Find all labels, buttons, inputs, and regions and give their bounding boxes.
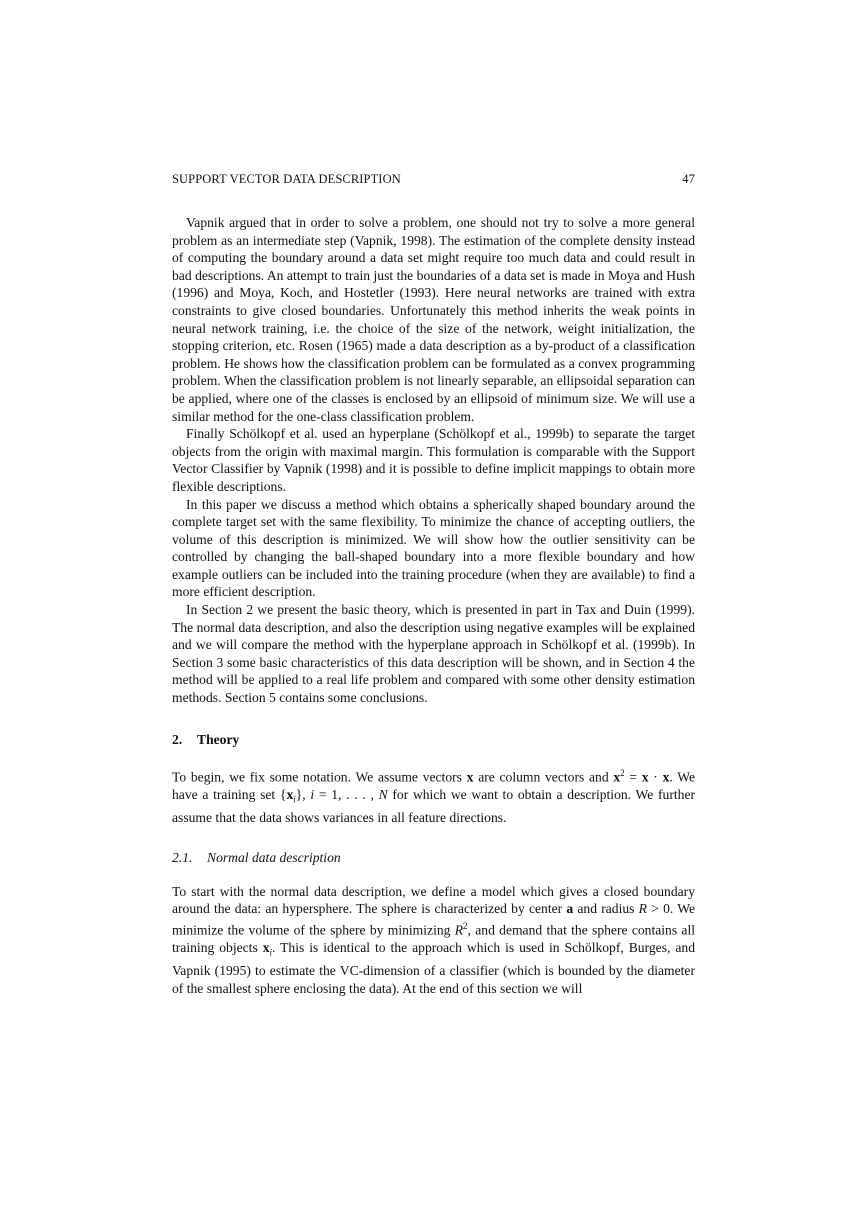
text-run: To begin, we fix some notation. We assume vectors	[172, 769, 467, 785]
superscript: 2	[620, 767, 625, 778]
section-number: 2.	[172, 731, 183, 747]
variable-r: R	[454, 922, 464, 938]
page-number: 47	[682, 172, 695, 186]
text-run: and radius	[573, 901, 639, 917]
text-run: To start with the normal data description, we define a model which gives a closed boundary around the data: an hypersphere. The sphere is characterized by center	[172, 883, 695, 917]
vector-x: x	[641, 769, 649, 785]
paragraph-this-paper: In this paper we discuss a method which obtains a spherically shaped boundary around the complete target set with the same flexibility. To minimize the chance of accepting outliers, the volume of this description is minimized. We will show how the outlier sensitivity can be controlled by changing the ball-shaped boundary into a more flexible boundary and how example outliers can be included into the training procedure (when they are available) to find a more efficient description.	[172, 496, 695, 600]
vector-x: x	[262, 939, 270, 955]
text-run: , and demand that the sphere contains all training objects	[172, 922, 695, 955]
text-run: . We have a training set {	[172, 769, 696, 802]
text-run: > 0. We minimize the volume of the sphere by minimizing	[172, 901, 695, 938]
paragraph-outline: In Section 2 we present the basic theory, which is presented in part in Tax and Duin (1999). The normal data description, and also the description using negative examples will be explained and we will compare the method with the hyperplane approach in Schölkopf et al. (1999b). In Section 3 some basic characteristics of this data description will be shown, and in Section 4 the method will be applied to a real life problem and compared with some other density estimation methods. Section 5 contains some conclusions.	[172, 602, 695, 706]
paragraph-notation	[172, 765, 695, 827]
text-run: ·	[648, 769, 663, 785]
text-run: . This is identical to the approach which is used in Schölkopf, Burges, and Vapnik (1995) to estimate the VC-dimension of a classifier (which is bounded by the diameter of the smallest sphere enclosing the data). At the end of this section we will	[172, 939, 695, 996]
subsection-heading-normal	[172, 849, 695, 866]
paragraph-scholkopf: Finally Schölkopf et al. used an hyperplane (Schölkopf et al., 1999b) to separate the target objects from the origin with maximal margin. This formulation is comparable with the Support Vector Classifier by Vapnik (1998) and it is possible to define implicit mappings to obtain more flexible descriptions.	[172, 426, 695, 494]
section-title: Theory	[197, 731, 240, 747]
paper-page	[172, 170, 695, 997]
subscript: i	[269, 947, 273, 958]
variable-n: N	[378, 786, 388, 802]
text-run: },	[295, 786, 311, 802]
variable-r: R	[638, 901, 647, 917]
text-run: are column vectors and	[473, 769, 614, 785]
text-run: = 1, . . . ,	[314, 786, 379, 802]
intro-body	[172, 214, 695, 707]
variable-i: i	[310, 786, 315, 802]
superscript: 2	[463, 920, 468, 931]
text-run: for which we want to obtain a description. We further assume that the data shows variances in all feature directions.	[172, 786, 695, 826]
text-run: =	[624, 769, 642, 785]
subscript: i	[293, 794, 296, 805]
vector-x: x	[466, 769, 474, 785]
vector-x: x	[662, 769, 670, 785]
vector-x: x	[613, 769, 621, 785]
subsection-number: 2.1.	[172, 849, 193, 865]
subsection-title: Normal data description	[207, 849, 341, 865]
running-head-title: SUPPORT VECTOR DATA DESCRIPTION	[172, 172, 401, 186]
vector-x: x	[286, 786, 294, 802]
section-heading-theory	[172, 731, 695, 748]
vector-a: a	[566, 901, 574, 917]
running-head	[172, 170, 695, 188]
paragraph-vapnik: Vapnik argued that in order to solve a problem, one should not try to solve a more general problem as an intermediate step (Vapnik, 1998). The estimation of the complete density instead of computing the boundary around a data set might require too much data and could result in bad descriptions. An attempt to train just the boundaries of a data set is made in Moya and Hush (1996) and Moya, Koch, and Hostetler (1993). Here neural networks are trained with extra constraints to give closed boundaries. Unfortunately this method inherits the weak points in neural network training, i.e. the choice of the size of the network, weight initialization, the stopping criterion, etc. Rosen (1965) made a data description as a by-product of a classification problem. He shows how the classification problem can be formulated as a convex programming problem. When the classification problem is not linearly separable, an ellipsoidal separation can be applied, where one of the classes is enclosed by an ellipsoid of minimum size. We will use a similar method for the one-class classification problem.	[172, 215, 695, 424]
paragraph-normal-description	[172, 883, 695, 998]
